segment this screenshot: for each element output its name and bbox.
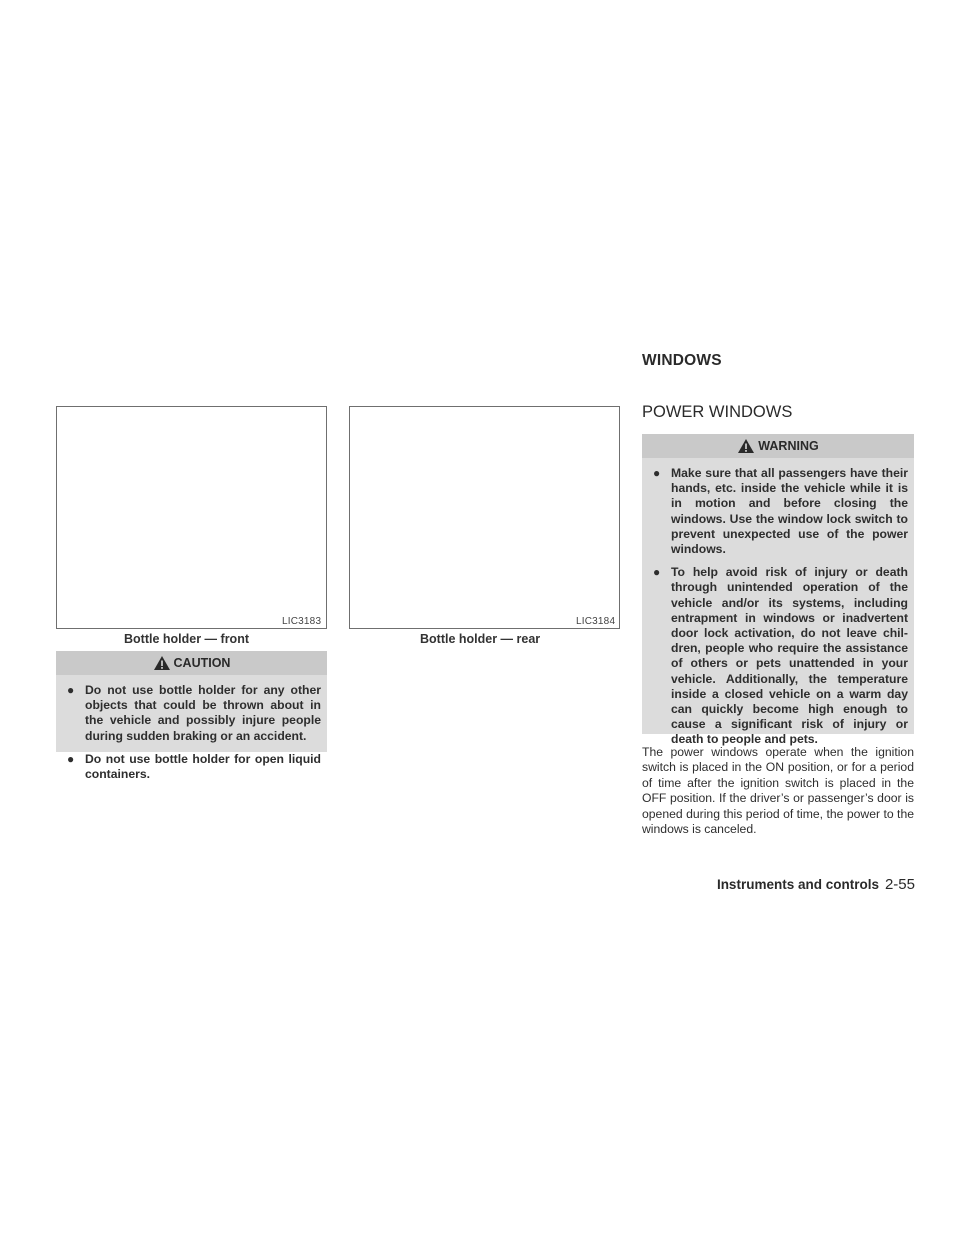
figure-caption-front: Bottle holder — front: [124, 632, 249, 646]
caution-header: [56, 651, 327, 675]
bullet: ●: [653, 565, 661, 580]
warning-header: [642, 434, 914, 458]
caution-list: [56, 675, 327, 790]
subsection-title: POWER WINDOWS: [642, 403, 793, 421]
list-item: ● To help avoid risk of injury or death through unintended operation of the vehicle and/or its systems, including entrapment in windows or inadvertent door lock activation, do not leave chil-dren, people who require the assistance of others or pets unattended in your vehicle. Additionally, the temperature inside a closed vehicle on a warm day can quickly become high enough to cause a significant risk of injury or death to people and pets.: [653, 565, 908, 747]
figure-code-front: LIC3183: [282, 616, 322, 627]
caution-box: [56, 651, 327, 782]
figure-caption-rear: Bottle holder — rear: [420, 632, 541, 646]
bullet: ●: [67, 683, 75, 697]
warning-list: [642, 458, 914, 756]
warning-triangle-icon: [737, 438, 755, 454]
warning-triangle-icon: [153, 655, 171, 671]
page-footer: [717, 876, 915, 893]
footer-section: Instruments and controls: [716, 877, 879, 892]
caution-title: CAUTION: [173, 656, 231, 670]
warning-box: [642, 434, 914, 747]
section-title: WINDOWS: [642, 352, 722, 369]
page-number: 2-55: [884, 876, 915, 893]
list-item: ● Do not use bottle holder for any other objects that could be thrown about in the vehicle and possibly injure people during sudden braking or an accident.: [67, 683, 321, 743]
list-item: ● Do not use bottle holder for open liquid containers.: [67, 751, 321, 782]
warning-title: WARNING: [758, 439, 819, 453]
figure-bottle-holder-rear: [349, 406, 620, 629]
bullet: ●: [67, 751, 75, 766]
bullet: ●: [653, 466, 661, 480]
body-paragraph: The power windows operate when the ignition switch is placed in the ON position, or for a period of time after the ignition switch is placed in the OFF position. If the driver’s or passenger’s door is opened during this period of time, the power to the windows is canceled.: [642, 745, 914, 837]
list-item: ● Make sure that all passengers have their hands, etc. inside the vehicle while it is in motion and before closing the windows. Use the window lock switch to prevent unexpected use of the power windows.: [653, 466, 908, 557]
figure-code-rear: LIC3184: [576, 616, 616, 627]
figure-bottle-holder-front: [56, 406, 327, 629]
